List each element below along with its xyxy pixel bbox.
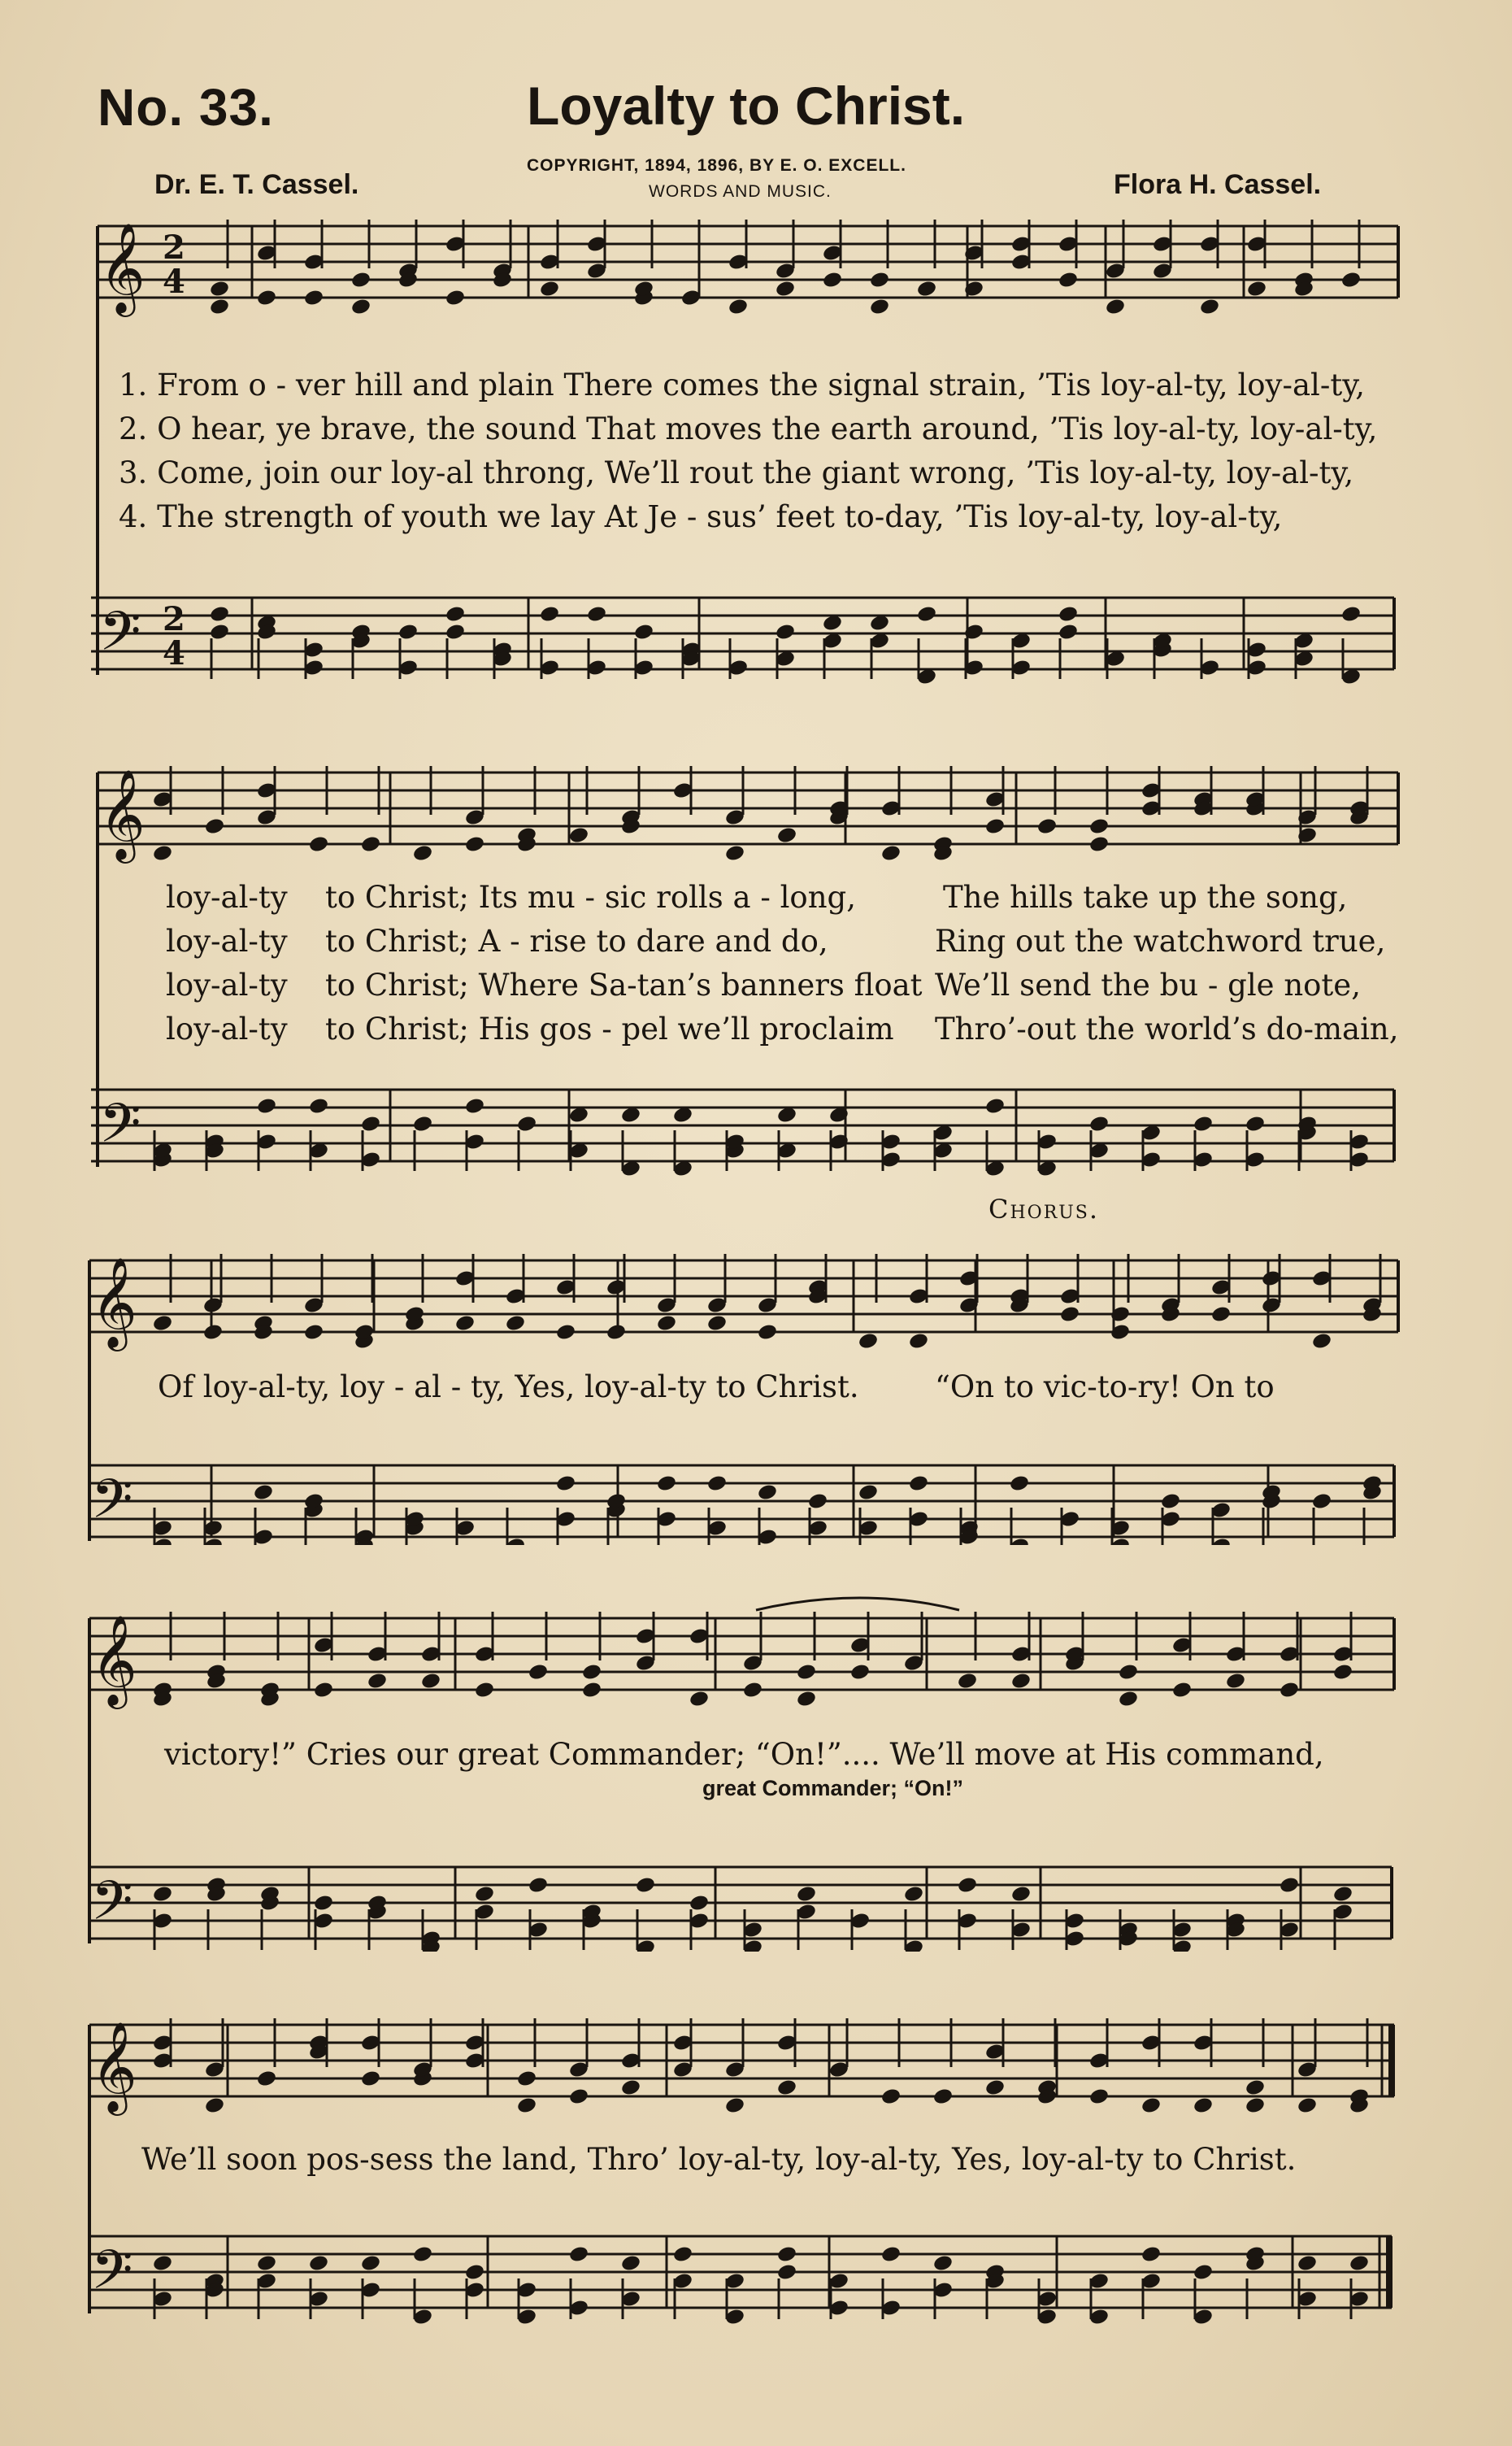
notehead [256,289,277,307]
verse-1-line-1: 1. From o - ver hill and plain There comes the signal strain, ’Tis loy-al-ty, loy-al-ty, [119,368,1365,403]
notehead [209,298,230,316]
notehead [313,1894,334,1913]
notehead [796,1885,817,1904]
notehead [706,1474,728,1493]
notehead [505,1314,526,1333]
notehead [908,1474,929,1493]
notehead [360,835,381,854]
notehead [984,817,1006,836]
verse-1-line-2-b: to Christ; Its mu - sic rolls a - long, [325,880,856,915]
notehead [1340,271,1362,289]
author-credit: Flora H. Cassel. [1114,169,1322,200]
notehead [822,271,843,289]
chorus-label: Chorus. [988,1194,1100,1225]
notehead [350,298,371,316]
notehead [1245,2096,1266,2115]
notehead [757,1483,778,1502]
notehead [360,2254,381,2273]
notehead [1118,1663,1139,1682]
notehead [420,1672,441,1691]
notehead [474,1681,495,1700]
notehead [606,1323,627,1342]
notehead [581,1663,602,1682]
notehead [152,844,173,863]
notehead [367,1672,388,1691]
verse-3-line-2-c: We’ll send the bu - gle note, [935,968,1361,1003]
notehead [908,1332,929,1351]
notehead [1088,835,1110,854]
notehead [412,1115,433,1134]
svg-text:2: 2 [163,600,185,638]
notehead [516,2096,537,2115]
notehead [1279,1681,1300,1700]
refrain-line-1 [0,1369,1512,1410]
notehead [728,298,749,316]
notehead [1297,2096,1318,2115]
notehead [586,605,607,624]
notehead [581,1681,602,1700]
svg-text:𝄢: 𝄢 [99,1092,141,1168]
notehead [516,2070,537,2088]
notehead [539,280,560,298]
notehead [209,280,230,298]
notehead [360,1115,381,1134]
notehead [555,1474,576,1493]
svg-text:𝄞: 𝄞 [91,2021,137,2112]
notehead [152,1885,173,1904]
composer-credit: Dr. E. T. Cassel. [154,169,359,200]
svg-text:4: 4 [163,263,185,301]
copyright-scope: WORDS AND MUSIC. [649,182,832,201]
notehead [1160,1492,1181,1511]
notehead [1246,280,1267,298]
svg-text:2: 2 [163,228,185,267]
notehead [152,2254,173,2273]
notehead [656,1314,677,1333]
svg-text:𝄞: 𝄞 [99,768,146,860]
notehead [1332,1663,1353,1682]
notehead [1105,298,1126,316]
notehead [204,2096,225,2115]
notehead [984,2078,1006,2097]
notehead [724,844,745,863]
notehead [984,1097,1006,1116]
refrain-line-3 [0,2142,1512,2183]
refrain-line-1-chorus: “On to vic-to-ry! On to [935,1369,1275,1404]
notehead [742,1681,763,1700]
refrain-line-2 [0,1737,1512,1778]
notehead [807,1492,828,1511]
hymn-number: No. 33. [98,78,274,137]
notehead [635,1876,656,1895]
refrain-line-1-text: Of loy-al-ty, loy - al - ty, Yes, loy-al-ty to Christ. [158,1369,859,1404]
notehead [620,2078,641,2097]
verse-3-line-2-a: loy-al-ty [166,968,288,1003]
notehead [1340,605,1362,624]
copyright-notice: COPYRIGHT, 1894, 1896, BY E. O. EXCELL. [527,156,906,175]
notehead [528,1876,549,1895]
refrain-line-2-text: victory!” Cries our great Commander; “On!”.... We’ll move at His command, [164,1737,1324,1772]
notehead [880,844,902,863]
notehead [313,1681,334,1700]
verse-4-line-2-a: loy-al-ty [166,1012,288,1047]
notehead [464,2263,485,2282]
notehead [308,835,329,854]
notehead [1193,2096,1214,2115]
notehead [568,826,589,845]
notehead [1193,2263,1214,2282]
notehead [555,1323,576,1342]
notehead [1349,2254,1370,2273]
svg-text:𝄢: 𝄢 [91,1869,133,1945]
notehead [1088,817,1110,836]
notehead [256,1097,277,1116]
notehead [776,2078,797,2097]
notehead [1193,1115,1214,1134]
notehead [1088,1115,1110,1134]
notehead [209,605,230,624]
notehead [412,844,433,863]
notehead [256,2254,277,2273]
notehead [253,1483,274,1502]
svg-text:𝄢: 𝄢 [91,1468,133,1543]
notehead [454,1314,476,1333]
notehead [689,1690,710,1708]
notehead [880,2245,902,2264]
notehead [464,835,485,854]
notehead [775,623,796,642]
notehead [757,1323,778,1342]
notehead [445,289,466,307]
notehead [152,1314,173,1333]
notehead [1279,1876,1300,1895]
refrain-line-3-text: We’ll soon pos-sess the land, Thro’ loy-al-ty, loy-al-ty, Yes, loy-al-ty to Christ. [141,2142,1297,2177]
notehead [932,2087,954,2106]
notehead [880,2087,902,2106]
notehead [858,1332,879,1351]
notehead [1297,2254,1318,2273]
notehead [256,2070,277,2088]
hymn-title: Loyalty to Christ. [527,76,966,136]
notehead [303,289,324,307]
svg-text:4: 4 [163,634,185,672]
notehead [849,1663,871,1682]
notehead [706,1314,728,1333]
notehead [303,1323,324,1342]
notehead [775,280,796,298]
notehead [1036,817,1058,836]
notehead [1199,298,1220,316]
notehead [1141,2245,1162,2264]
notehead [464,1097,485,1116]
notehead [796,1663,817,1682]
notehead [474,1885,495,1904]
echo-text: great Commander; “On!” [702,1776,964,1800]
notehead [360,2070,381,2088]
notehead [308,2254,329,2273]
svg-text:𝄞: 𝄞 [91,1614,137,1705]
notehead [1311,1332,1332,1351]
verse-1-line-2-a: loy-al-ty [166,880,288,915]
notehead [1171,1681,1193,1700]
verse-4-line-1: 4. The strength of youth we lay At Je - sus’ feet to-day, ’Tis loy-al-ty, loy-al-ty, [119,499,1283,534]
verse-4-line-2 [0,1012,1512,1052]
notehead [1245,1115,1266,1134]
verse-4-line-2-c: Thro’-out the world’s do-main, [935,1012,1399,1047]
notehead [1088,2087,1110,2106]
verse-1-line-2 [0,880,1512,921]
verse-4-line-2-b: to Christ; His gos - pel we’ll proclaim [325,1012,894,1047]
notehead [412,2245,433,2264]
notehead [1010,1672,1032,1691]
notehead [445,605,466,624]
svg-text:𝄞: 𝄞 [99,222,146,313]
notehead [776,2245,797,2264]
notehead [528,1663,549,1682]
notehead [1141,2096,1162,2115]
notehead [539,605,560,624]
notehead [869,271,890,289]
notehead [916,280,937,298]
notehead [568,2245,589,2264]
notehead [620,2254,641,2273]
verse-2-line-1: 2. O hear, ye brave, the sound That moves the earth around, ’Tis loy-al-ty, loy-al-ty, [119,411,1378,446]
notehead [1210,1305,1232,1324]
verse-3-line-2-b: to Christ; Where Sa-tan’s banners float [325,968,923,1003]
notehead [858,1483,879,1502]
notehead [932,2254,954,2273]
verse-1-line-2-c: The hills take up the song, [943,880,1348,915]
notehead [1311,1492,1332,1511]
notehead [1245,2078,1266,2097]
notehead [689,1894,710,1913]
verse-2-line-2-c: Ring out the watchword true, [935,924,1386,959]
notehead [796,1690,817,1708]
svg-text:𝄞: 𝄞 [91,1256,137,1347]
notehead [308,1097,329,1116]
notehead [1009,1474,1030,1493]
notehead [776,826,797,845]
notehead [672,2245,693,2264]
notehead [903,1885,924,1904]
notehead [516,1115,537,1134]
notehead [957,1876,978,1895]
notehead [724,2096,745,2115]
svg-text:𝄢: 𝄢 [99,600,141,676]
notehead [656,1474,677,1493]
notehead [957,1672,978,1691]
notehead [776,2263,797,2282]
verse-3-line-2 [0,968,1512,1008]
verse-2-line-2-b: to Christ; A - rise to dare and do, [325,924,828,959]
verse-2-line-2 [0,924,1512,964]
verse-3-line-1: 3. Come, join our loy-al throng, We’ll rout the giant wrong, ’Tis loy-al-ty, loy-al-ty, [119,455,1354,490]
notehead [1010,1885,1032,1904]
notehead [1058,605,1079,624]
notehead [568,2087,589,2106]
notehead [209,623,230,642]
notehead [350,271,371,289]
notehead [1332,1885,1353,1904]
verse-2-line-2-a: loy-al-ty [166,924,288,959]
notehead [398,623,419,642]
notehead [1118,1690,1139,1708]
notehead [869,298,890,316]
svg-text:𝄢: 𝄢 [91,2239,133,2314]
notehead [1225,1672,1246,1691]
notehead [445,623,466,642]
notehead [202,1323,224,1342]
notehead [1058,623,1079,642]
notehead [1059,1305,1080,1324]
notehead [916,605,937,624]
notehead [633,623,654,642]
notehead [1058,271,1079,289]
staff-system-1 [0,0,1512,699]
notehead [204,817,225,836]
